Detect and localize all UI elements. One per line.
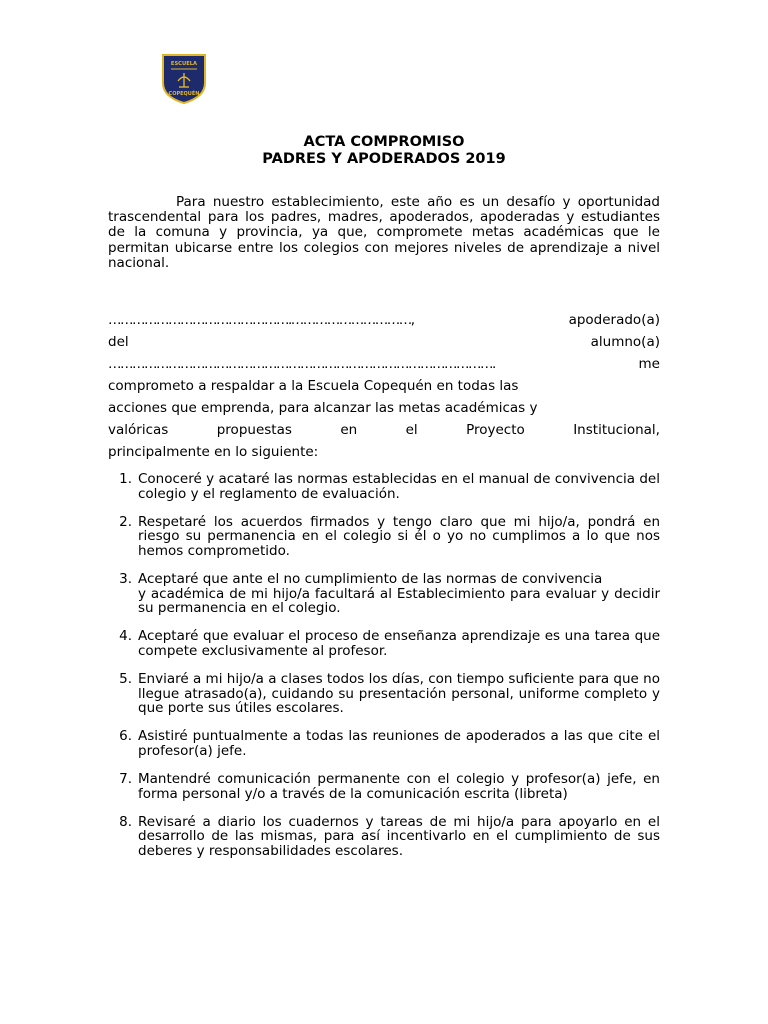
student-label: alumno(a) bbox=[590, 334, 660, 350]
item-number: 2. bbox=[119, 513, 132, 530]
item-text: Mantendré comunicación permanente con el colegio y profesor(a) jefe, en forma personal y/o a través de la comunicación escrita (libreta) bbox=[138, 770, 660, 802]
list-item bbox=[108, 629, 660, 658]
item-number: 4. bbox=[119, 628, 132, 645]
guardian-label: apoderado(a) bbox=[568, 312, 660, 328]
statement-line-6 bbox=[108, 419, 660, 441]
word: Institucional, bbox=[573, 422, 660, 438]
commitment-statement bbox=[108, 309, 660, 463]
student-name-line bbox=[108, 353, 660, 375]
item-number: 8. bbox=[119, 813, 132, 830]
title-line-2: PADRES Y APODERADOS 2019 bbox=[262, 151, 506, 167]
commitments-list bbox=[108, 472, 660, 872]
item-number: 1. bbox=[119, 471, 132, 487]
item-number: 6. bbox=[119, 728, 132, 745]
student-label-line bbox=[108, 331, 660, 353]
logo-top-text: ESCUELA bbox=[170, 61, 198, 67]
item-text: Asistiré puntualmente a todas las reuniones de apoderados a las que cite el profesor(a) jefe. bbox=[138, 728, 660, 759]
school-logo bbox=[160, 53, 208, 105]
word: en bbox=[340, 422, 358, 438]
word: Proyecto bbox=[466, 422, 525, 438]
word: el bbox=[405, 422, 418, 438]
list-item bbox=[108, 729, 660, 758]
item-text: Aceptaré que ante el no cumplimiento de las normas de convivencia y académica de mi hijo/a facultará al Establecimiento para evaluar y decidir su permanencia en el colegio. bbox=[138, 570, 660, 617]
title-line-1: ACTA COMPROMISO bbox=[303, 134, 465, 150]
school-crest-icon bbox=[160, 53, 208, 105]
item-number: 3. bbox=[119, 570, 132, 587]
list-item bbox=[108, 672, 660, 716]
list-item bbox=[108, 815, 660, 859]
guardian-name-line bbox=[108, 309, 660, 331]
guardian-name-blank[interactable]: ……………………………………….…………………………, bbox=[108, 312, 414, 328]
list-item bbox=[108, 572, 660, 616]
logo-bottom-text: COPEQUÉN bbox=[168, 91, 200, 97]
statement-line-4: comprometo a respaldar a la Escuela Copequén en todas las bbox=[108, 378, 519, 394]
list-item bbox=[108, 472, 660, 501]
student-name-blank[interactable]: ……………………………………………………………………………………. bbox=[108, 356, 495, 372]
item-text: Aceptaré que evaluar el proceso de enseñanza aprendizaje es una tarea que compete exclusivamente al profesor. bbox=[138, 628, 660, 659]
statement-line-7: principalmente en lo siguiente: bbox=[108, 444, 319, 460]
intro-paragraph bbox=[108, 195, 660, 271]
word: propuestas bbox=[216, 422, 292, 438]
item-text: Revisaré a diario los cuadernos y tareas de mi hijo/a para apoyarlo en el desarrollo de las mismas, para así incentivarlo en el cumplimiento de sus deberes y responsabilidades escolares. bbox=[138, 813, 660, 859]
item-text: Enviaré a mi hijo/a a clases todos los días, con tiempo suficiente para que no llegue atrasado(a), cuidando su presentación personal, uniforme completo y que porte sus útiles escolares. bbox=[138, 670, 660, 717]
statement-line-5: acciones que emprenda, para alcanzar las metas académicas y bbox=[108, 400, 538, 416]
word: valóricas bbox=[108, 422, 169, 438]
item-text: Conoceré y acataré las normas establecidas en el manual de convivencia del colegio y el reglamento de evaluación. bbox=[138, 471, 660, 502]
intro-text: Para nuestro establecimiento, este año es un desafío y oportunidad trascendental para los padres, madres, apoderados, apoderadas y estudiantes de la comuna y provincia, ya que, compromete metas académicas que le permitan ubicarse entre los colegios con mejores niveles de aprendizaje a nivel nacional. bbox=[108, 194, 660, 271]
del-label: del bbox=[108, 334, 129, 350]
list-item bbox=[108, 772, 660, 801]
me-text: me bbox=[638, 356, 660, 372]
item-number: 7. bbox=[119, 770, 132, 787]
list-item bbox=[108, 515, 660, 559]
item-text: Respetaré los acuerdos firmados y tengo claro que mi hijo/a, pondrá en riesgo su permanencia en el colegio si él o yo no cumplimos a lo que nos hemos comprometido. bbox=[138, 513, 660, 559]
item-number: 5. bbox=[119, 670, 132, 687]
